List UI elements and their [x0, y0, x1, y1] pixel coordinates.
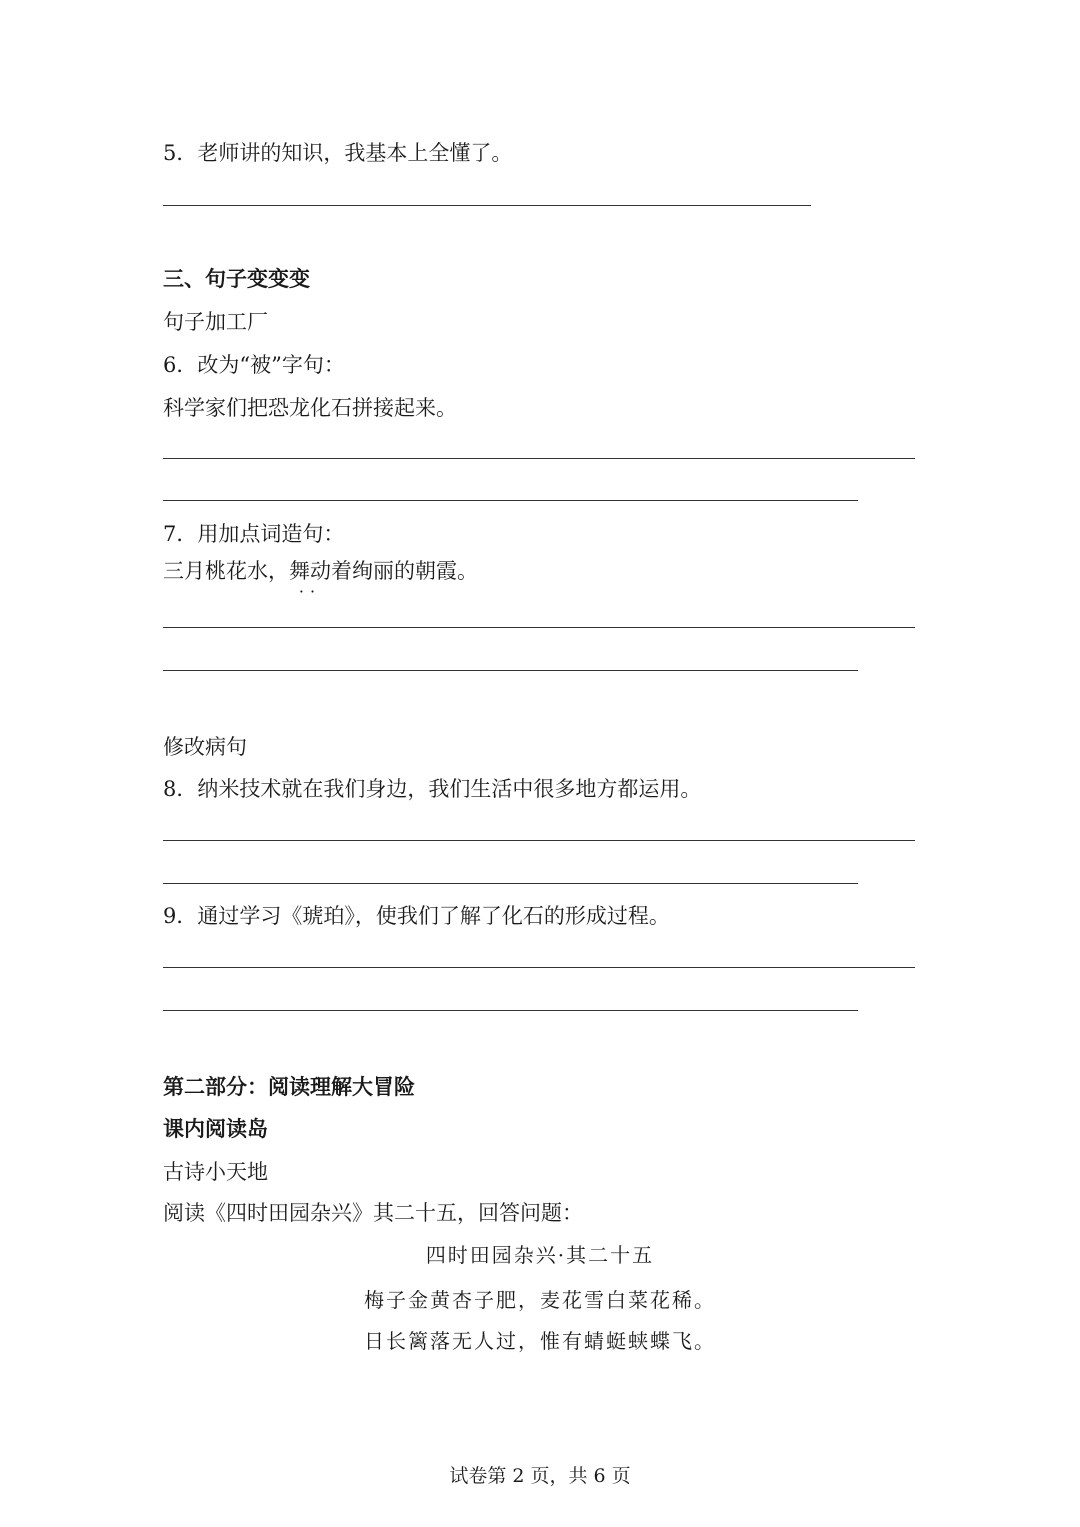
question-6-prompt: 6．改为“被”字句： — [163, 353, 345, 377]
fix-section-title: 修改病句 — [163, 735, 247, 759]
answer-line[interactable] — [163, 205, 811, 206]
dotted-word-text: 舞动 — [289, 559, 331, 583]
poem-line-2: 日长篱落无人过，惟有蜻蜓蛱蝶飞。 — [364, 1329, 716, 1353]
poem-line-1: 梅子金黄杏子肥，麦花雪白菜花稀。 — [364, 1288, 716, 1312]
answer-line[interactable] — [163, 458, 915, 459]
section-subtitle: 句子加工厂 — [163, 310, 268, 334]
section-title: 三、句子变变变 — [163, 267, 310, 291]
question-7-prompt: 7．用加点词造句： — [163, 522, 345, 546]
question-8: 8．纳米技术就在我们身边，我们生活中很多地方都运用。 — [163, 777, 702, 801]
question-6-sentence: 科学家们把恐龙化石拼接起来。 — [163, 396, 457, 420]
emphasis-dots-icon: ·· — [298, 582, 322, 601]
answer-line[interactable] — [163, 1010, 858, 1011]
question-5: 5．老师讲的知识，我基本上全懂了。 — [163, 141, 513, 165]
answer-line[interactable] — [163, 627, 915, 628]
poem-title: 四时田园杂兴·其二十五 — [425, 1243, 655, 1267]
answer-line[interactable] — [163, 500, 858, 501]
subsection-title: 课内阅读岛 — [163, 1117, 268, 1141]
question-7-sentence — [163, 556, 478, 601]
part-title: 第二部分：阅读理解大冒险 — [163, 1075, 415, 1099]
page-footer: 试卷第 2 页，共 6 页 — [449, 1465, 631, 1487]
poem-section-title: 古诗小天地 — [163, 1160, 268, 1184]
answer-line[interactable] — [163, 883, 858, 884]
reading-instruction: 阅读《四时田园杂兴》其二十五，回答问题： — [163, 1201, 583, 1225]
dotted-word — [289, 556, 331, 601]
answer-line[interactable] — [163, 840, 915, 841]
answer-line[interactable] — [163, 967, 915, 968]
question-9: 9．通过学习《琥珀》，使我们了解了化石的形成过程。 — [163, 904, 670, 928]
sentence-after: 着绚丽的朝霞。 — [331, 559, 478, 583]
answer-line[interactable] — [163, 670, 858, 671]
sentence-before: 三月桃花水， — [163, 559, 289, 583]
